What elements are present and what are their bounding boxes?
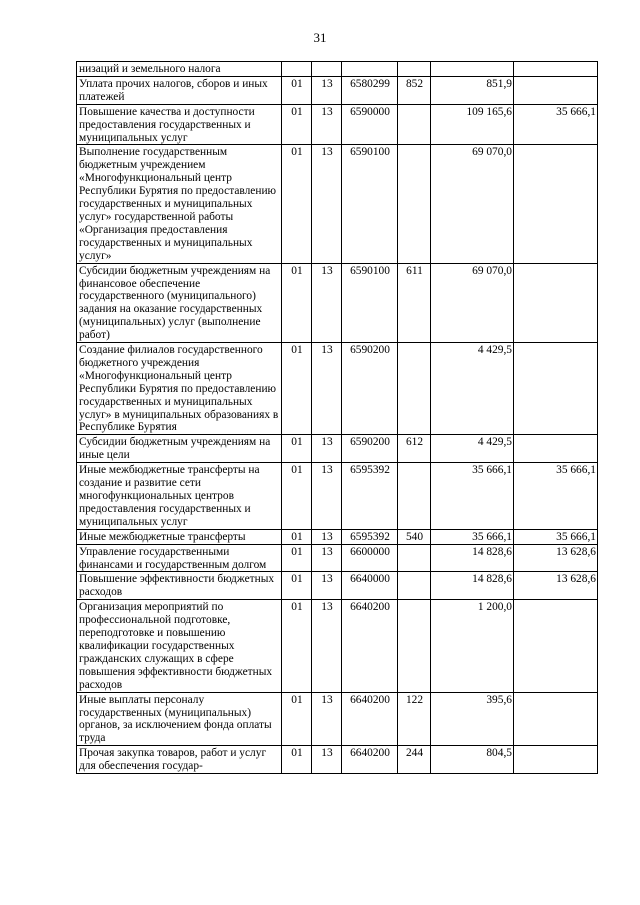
amount-total: 14 828,6 — [431, 544, 514, 572]
expense-type-code: 611 — [398, 263, 431, 342]
subsection-code: 13 — [312, 263, 342, 342]
expense-type-code: 852 — [398, 76, 431, 104]
subsection-code: 13 — [312, 692, 342, 746]
budget-table — [76, 61, 598, 774]
subsection-code: 13 — [312, 529, 342, 544]
expense-type-code — [398, 600, 431, 692]
table-row — [77, 692, 598, 746]
subsection-code: 13 — [312, 463, 342, 530]
expense-item-name: Создание филиалов государственного бюджетного учреждения «Многофункциональный центр Республики Бурятия по предоставлению государственных и муниципальных услуг» в муниципальных образованиях в Республике Бурятия — [77, 343, 282, 435]
table-row — [77, 544, 598, 572]
amount-federal — [514, 600, 598, 692]
amount-total: 1 200,0 — [431, 600, 514, 692]
amount-total: 804,5 — [431, 746, 514, 774]
expense-item-name: Управление государственными финансами и государственным долгом — [77, 544, 282, 572]
subsection-code: 13 — [312, 104, 342, 145]
subsection-code: 13 — [312, 145, 342, 263]
amount-total: 35 666,1 — [431, 529, 514, 544]
amount-federal — [514, 62, 598, 77]
amount-total: 69 070,0 — [431, 145, 514, 263]
amount-federal: 35 666,1 — [514, 104, 598, 145]
amount-federal — [514, 692, 598, 746]
section-code: 01 — [282, 435, 312, 463]
section-code: 01 — [282, 746, 312, 774]
amount-federal: 35 666,1 — [514, 529, 598, 544]
table-row — [77, 76, 598, 104]
section-code: 01 — [282, 600, 312, 692]
target-article-code — [342, 62, 398, 77]
expense-type-code: 540 — [398, 529, 431, 544]
section-code: 01 — [282, 145, 312, 263]
section-code: 01 — [282, 529, 312, 544]
table-row — [77, 145, 598, 263]
target-article-code: 6640000 — [342, 572, 398, 600]
section-code: 01 — [282, 572, 312, 600]
budget-table-body — [77, 62, 598, 774]
target-article-code: 6590100 — [342, 145, 398, 263]
table-row — [77, 529, 598, 544]
expense-type-code: 244 — [398, 746, 431, 774]
subsection-code — [312, 62, 342, 77]
expense-type-code — [398, 104, 431, 145]
expense-item-name: Повышение эффективности бюджетных расходов — [77, 572, 282, 600]
amount-federal: 13 628,6 — [514, 572, 598, 600]
section-code: 01 — [282, 692, 312, 746]
target-article-code: 6640200 — [342, 692, 398, 746]
target-article-code: 6580299 — [342, 76, 398, 104]
section-code: 01 — [282, 104, 312, 145]
table-row — [77, 62, 598, 77]
amount-total: 395,6 — [431, 692, 514, 746]
section-code: 01 — [282, 463, 312, 530]
target-article-code: 6590100 — [342, 263, 398, 342]
amount-federal — [514, 263, 598, 342]
expense-item-name: Субсидии бюджетным учреждениям на финансовое обеспечение государственного (муниципального) задания на оказание государственных (муниципальных) услуг (выполнение работ) — [77, 263, 282, 342]
table-row — [77, 104, 598, 145]
amount-total: 109 165,6 — [431, 104, 514, 145]
table-row — [77, 746, 598, 774]
target-article-code: 6640200 — [342, 600, 398, 692]
table-row — [77, 463, 598, 530]
expense-item-name: Иные межбюджетные трансферты на создание и развитие сети многофункциональных центров предоставления государственных и муниципальных услуг — [77, 463, 282, 530]
expense-type-code — [398, 544, 431, 572]
expense-item-name: Прочая закупка товаров, работ и услуг для обеспечения государ- — [77, 746, 282, 774]
amount-federal — [514, 746, 598, 774]
expense-item-name: Уплата прочих налогов, сборов и иных платежей — [77, 76, 282, 104]
page-number: 31 — [313, 30, 327, 45]
expense-type-code — [398, 572, 431, 600]
amount-federal — [514, 145, 598, 263]
expense-item-name: Иные межбюджетные трансферты — [77, 529, 282, 544]
amount-total: 14 828,6 — [431, 572, 514, 600]
amount-total: 4 429,5 — [431, 435, 514, 463]
table-row — [77, 435, 598, 463]
expense-item-name: Организация мероприятий по профессиональной подготовке, переподготовке и повышению квалификации государственных гражданских служащих в сфере повышения эффективности бюджетных расходов — [77, 600, 282, 692]
amount-federal — [514, 76, 598, 104]
target-article-code: 6640200 — [342, 746, 398, 774]
expense-type-code: 612 — [398, 435, 431, 463]
expense-item-name: Выполнение государственным бюджетным учреждением «Многофункциональный центр Республики Бурятия по предоставлению государственных и муниципальных услуг» государственной работы «Организация предоставления государственных и муниципальных услуг» — [77, 145, 282, 263]
expense-type-code — [398, 343, 431, 435]
target-article-code: 6590200 — [342, 343, 398, 435]
target-article-code: 6600000 — [342, 544, 398, 572]
subsection-code: 13 — [312, 544, 342, 572]
table-row — [77, 600, 598, 692]
expense-type-code — [398, 463, 431, 530]
target-article-code: 6595392 — [342, 529, 398, 544]
amount-federal — [514, 343, 598, 435]
section-code: 01 — [282, 263, 312, 342]
section-code: 01 — [282, 76, 312, 104]
amount-federal: 13 628,6 — [514, 544, 598, 572]
table-row — [77, 263, 598, 342]
table-row — [77, 343, 598, 435]
expense-item-name: Субсидии бюджетным учреждениям на иные цели — [77, 435, 282, 463]
section-code — [282, 62, 312, 77]
amount-total: 851,9 — [431, 76, 514, 104]
expense-type-code: 122 — [398, 692, 431, 746]
subsection-code: 13 — [312, 76, 342, 104]
expense-item-name: низаций и земельного налога — [77, 62, 282, 77]
section-code: 01 — [282, 343, 312, 435]
subsection-code: 13 — [312, 746, 342, 774]
amount-total: 69 070,0 — [431, 263, 514, 342]
expense-item-name: Иные выплаты персоналу государственных (муниципальных) органов, за исключением фонда оплаты труда — [77, 692, 282, 746]
subsection-code: 13 — [312, 572, 342, 600]
expense-type-code — [398, 145, 431, 263]
expense-item-name: Повышение качества и доступности предоставления государственных и муниципальных услуг — [77, 104, 282, 145]
target-article-code: 6590200 — [342, 435, 398, 463]
target-article-code: 6595392 — [342, 463, 398, 530]
amount-federal — [514, 435, 598, 463]
subsection-code: 13 — [312, 600, 342, 692]
amount-total: 4 429,5 — [431, 343, 514, 435]
target-article-code: 6590000 — [342, 104, 398, 145]
expense-type-code — [398, 62, 431, 77]
section-code: 01 — [282, 544, 312, 572]
table-row — [77, 572, 598, 600]
amount-total: 35 666,1 — [431, 463, 514, 530]
amount-total — [431, 62, 514, 77]
subsection-code: 13 — [312, 343, 342, 435]
subsection-code: 13 — [312, 435, 342, 463]
amount-federal: 35 666,1 — [514, 463, 598, 530]
